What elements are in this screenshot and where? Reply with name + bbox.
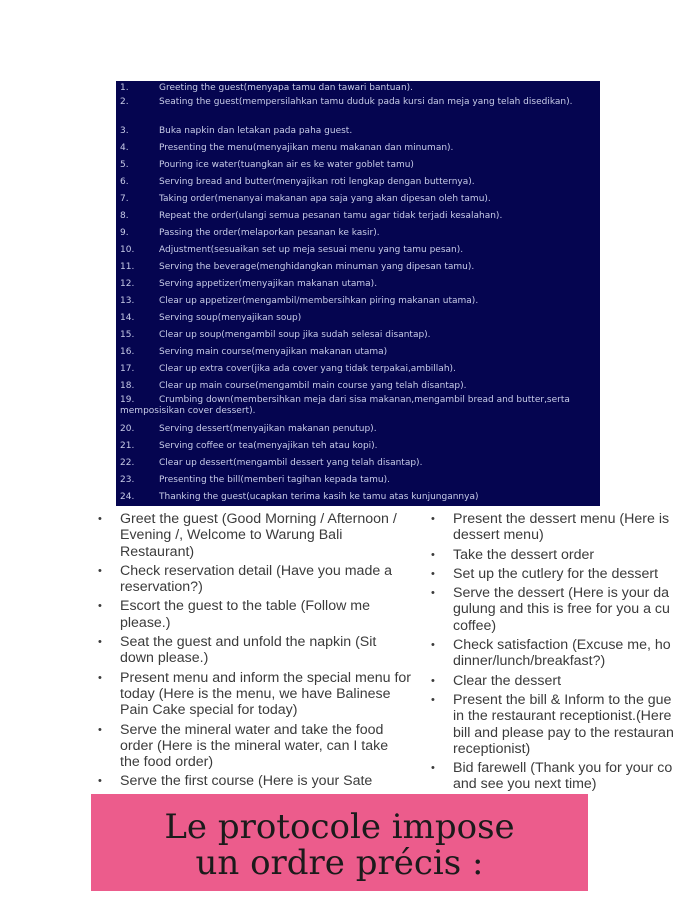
bullet-line: • Check satisfaction (Excuse me, ho <box>453 637 671 654</box>
bullet-line: in the restaurant receptionist.(Here <box>453 708 672 725</box>
step-number: 11. <box>120 262 135 272</box>
step-text: Serving dessert(menyajikan makanan penutup). <box>159 424 377 434</box>
step-item <box>120 97 596 108</box>
step-number: 15. <box>120 330 135 340</box>
bullet-item: • Serve the mineral water and take the food order (Here is the mineral water, can I take the food order) <box>93 722 411 771</box>
step-number: 6. <box>120 177 129 187</box>
bullet-item: • Present menu and inform the special menu for today (Here is the menu, we have Balinese Pain Cake special for today) <box>93 670 411 719</box>
step-number: 1. <box>120 83 129 93</box>
step-text: Serving appetizer(menyajikan makanan utama). <box>159 279 378 289</box>
bullet-line: • Take the dessert order <box>453 546 595 563</box>
step-text: Clear up soup(mengambil soup jika sudah selesai disantap). <box>159 330 431 340</box>
step-number: 3. <box>120 126 129 136</box>
step-number: 19. <box>120 395 135 405</box>
step-number: 13. <box>120 296 135 306</box>
step-item <box>120 262 596 273</box>
step-item <box>120 347 596 358</box>
step-item <box>120 458 596 469</box>
bullet-line: • Present the dessert menu (Here is <box>453 511 670 527</box>
bullet-item <box>426 547 678 563</box>
step-text: Clear up extra cover(jika ada cover yang tidak terpakai,ambillah). <box>159 364 456 374</box>
step-text: Clear up appetizer(mengambil/membersihkan piring makanan utama). <box>159 296 479 306</box>
step-text: Serving bread and butter(menyajikan roti lengkap dengan butternya). <box>159 177 475 187</box>
caption-banner <box>91 794 588 891</box>
step-number: 8. <box>120 211 129 221</box>
bullet-item <box>426 760 678 793</box>
step-item <box>120 330 596 341</box>
step-text: Pouring ice water(tuangkan air es ke water goblet tamu) <box>159 160 414 170</box>
step-item <box>120 381 596 392</box>
step-item <box>120 160 596 171</box>
step-text: Presenting the bill(memberi tagihan kepada tamu). <box>159 475 390 485</box>
step-number: 14. <box>120 313 135 323</box>
bullet-item <box>426 692 678 757</box>
bullet-item: • Check reservation detail (Have you made a reservation?) <box>93 563 411 596</box>
step-item <box>120 83 596 94</box>
step-item <box>120 279 596 290</box>
bullet-line: • Set up the cutlery for the dessert <box>453 565 659 582</box>
caption-line-1: Le protocole impose <box>164 807 515 847</box>
step-item <box>120 424 596 435</box>
bullet-line: dessert menu) <box>453 527 544 544</box>
step-text: Adjustment(sesuaikan set up meja sesuai menu yang tamu pesan). <box>159 245 464 255</box>
step-item <box>120 441 596 452</box>
step-number: 4. <box>120 143 129 153</box>
bullet-line: and see you next time) <box>453 776 597 793</box>
step-item <box>120 364 596 375</box>
caption-line-2: un ordre précis : <box>195 843 484 883</box>
step-number: 17. <box>120 364 135 374</box>
step-text: Presenting the menu(menyajikan menu makanan dan minuman). <box>159 143 454 153</box>
bullet-line: • Serve the dessert (Here is your da <box>453 585 670 602</box>
bullet-item <box>426 566 678 582</box>
step-text: Repeat the order(ulangi semua pesanan tamu agar tidak terjadi kesalahan). <box>159 211 503 221</box>
step-text: Buka napkin dan letakan pada paha guest. <box>159 126 353 136</box>
step-item <box>120 492 596 503</box>
step-item <box>120 177 596 188</box>
step-text: Seating the guest(mempersilahkan tamu duduk pada kursi dan meja yang telah disedikan). <box>159 97 573 107</box>
step-number: 16. <box>120 347 135 357</box>
step-item <box>120 228 596 239</box>
bullet-item: • Escort the guest to the table (Follow me please.) <box>93 598 411 631</box>
bullet-item <box>426 673 678 689</box>
bullet-item <box>426 637 678 670</box>
bullet-line: dinner/lunch/breakfast?) <box>453 653 606 670</box>
service-bullets-right <box>426 511 678 796</box>
bullet-line: gulung and this is free for you a cu <box>453 601 670 618</box>
step-text: Serving the beverage(menghidangkan minuman yang dipesan tamu). <box>159 262 475 272</box>
bullet-line: coffee) <box>453 617 497 634</box>
step-number: 12. <box>120 279 135 289</box>
step-number: 18. <box>120 381 135 391</box>
step-item <box>120 211 596 222</box>
step-number: 10. <box>120 245 135 255</box>
step-item <box>120 296 596 307</box>
step-number: 2. <box>120 97 129 107</box>
service-bullets-left <box>93 511 411 793</box>
step-item <box>120 313 596 324</box>
step-item <box>120 395 596 417</box>
step-item <box>120 475 596 486</box>
service-steps-panel <box>116 81 600 506</box>
bullet-line: receptionist) <box>453 740 531 757</box>
step-number: 5. <box>120 160 129 170</box>
step-text: Taking order(menanyai makanan apa saja yang akan dipesan oleh tamu). <box>159 194 491 204</box>
step-text: Serving coffee or tea(menyajikan teh atau kopi). <box>159 441 378 451</box>
bullet-item <box>426 511 678 544</box>
step-number: 23. <box>120 475 135 485</box>
step-item <box>120 194 596 205</box>
step-item <box>120 143 596 154</box>
step-number: 21. <box>120 441 135 451</box>
bullet-line: • Clear the dessert <box>453 672 562 689</box>
step-text: Greeting the guest(menyapa tamu dan tawari bantuan). <box>159 83 414 93</box>
bullet-line: • Present the bill & Inform to the gue <box>453 691 672 708</box>
bullet-item: • Seat the guest and unfold the napkin (Sit down please.) <box>93 634 411 667</box>
step-text: Crumbing down(membersihkan meja dari sisa makanan,mengambil bread and butter,serta memposisikan cover dessert). <box>120 395 570 416</box>
step-number: 7. <box>120 194 129 204</box>
step-text: Passing the order(melaporkan pesanan ke kasir). <box>159 228 380 238</box>
step-text: Serving soup(menyajikan soup) <box>159 313 302 323</box>
bullet-item: • Serve the first course (Here is your Sate <box>93 773 411 789</box>
bullet-line: bill and please pay to the restauran <box>453 724 674 741</box>
step-number: 9. <box>120 228 129 238</box>
step-text: Clear up dessert(mengambil dessert yang telah disantap). <box>159 458 423 468</box>
step-text: Thanking the guest(ucapkan terima kasih ke tamu atas kunjungannya) <box>159 492 479 502</box>
step-number: 22. <box>120 458 135 468</box>
step-text: Serving main course(menyajikan makanan utama) <box>159 347 388 357</box>
step-number: 24. <box>120 492 135 502</box>
step-number: 20. <box>120 424 135 434</box>
bullet-item: • Greet the guest (Good Morning / Afternoon / Evening /, Welcome to Warung Bali Restaurant) <box>93 511 411 560</box>
bullet-line: • Bid farewell (Thank you for your co <box>453 760 673 777</box>
step-item <box>120 126 596 137</box>
bullet-item <box>426 585 678 634</box>
step-item <box>120 245 596 256</box>
step-text: Clear up main course(mengambil main course yang telah disantap). <box>159 381 467 391</box>
